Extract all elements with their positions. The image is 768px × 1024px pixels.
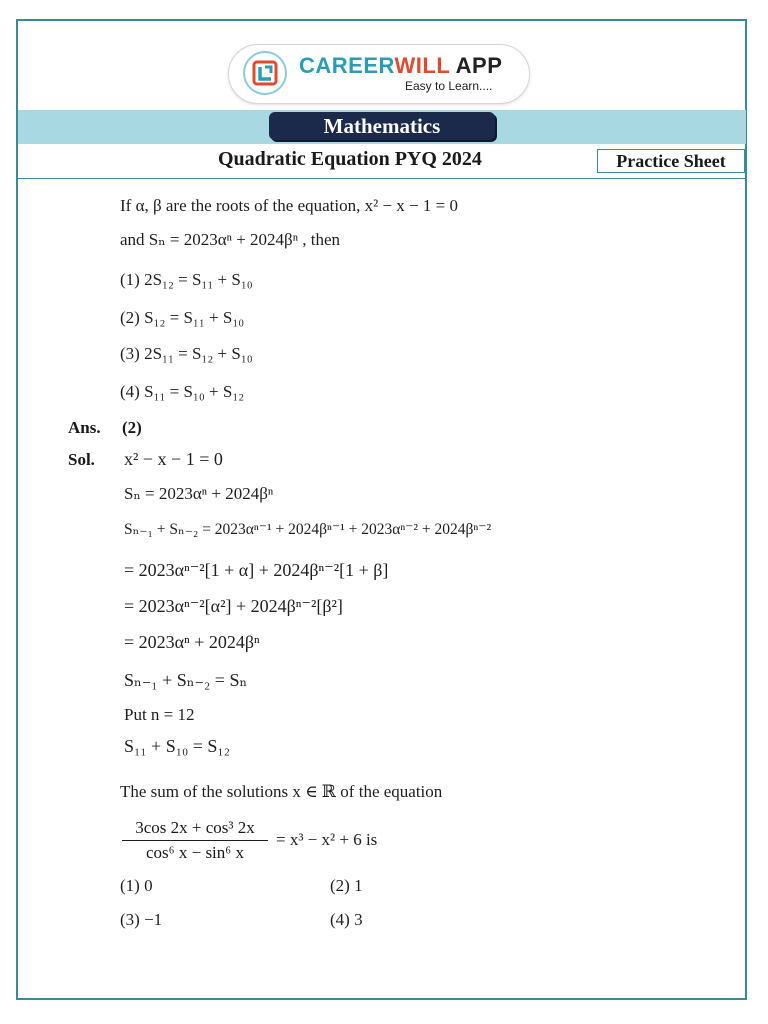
solution-line-9: S₁₁ + S₁₀ = S₁₂ (124, 736, 230, 756)
solution-line-2: Sₙ = 2023αⁿ + 2024βⁿ (124, 484, 274, 503)
brand-name-part2: WILL (394, 53, 450, 78)
careerwill-logo-icon (243, 51, 287, 95)
q2-option-3: (3) −1 (120, 910, 163, 929)
header-divider (18, 178, 746, 179)
q1-option-3: (3) 2S₁₁ = S₁₂ + S₁₀ (120, 344, 253, 363)
brand-name (299, 53, 502, 79)
solution-line-5: = 2023αⁿ⁻²[α²] + 2024βⁿ⁻²[β²] (124, 596, 343, 616)
q2-stem: The sum of the solutions x ∈ ℝ of the equation (120, 782, 443, 801)
solution-line-1: x² − x − 1 = 0 (124, 449, 223, 469)
q2-fraction (122, 818, 268, 863)
brand-name-part3: APP (449, 53, 503, 78)
q2-option-1: (1) 0 (120, 876, 153, 895)
q2-option-2: (2) 1 (330, 876, 363, 895)
solution-line-7: Sₙ₋₁ + Sₙ₋₂ = Sₙ (124, 670, 248, 690)
subject-title: Mathematics (269, 112, 495, 140)
answer-value: (2) (122, 418, 142, 437)
solution-line-6: = 2023αⁿ + 2024βⁿ (124, 632, 260, 652)
sheet-type-badge: Practice Sheet (597, 149, 745, 173)
solution-label: Sol. (68, 450, 95, 469)
solution-line-4: = 2023αⁿ⁻²[1 + α] + 2024βⁿ⁻²[1 + β] (124, 560, 389, 580)
brand-name-part1: CAREER (299, 53, 395, 78)
q1-option-2: (2) S₁₂ = S₁₁ + S₁₀ (120, 308, 245, 327)
solution-line-3: Sₙ₋₁ + Sₙ₋₂ = 2023αⁿ⁻¹ + 2024βⁿ⁻¹ + 2023αⁿ⁻² + 2024βⁿ⁻² (124, 521, 492, 538)
brand-tagline: Easy to Learn.... (405, 79, 493, 93)
q1-option-4: (4) S₁₁ = S₁₀ + S₁₂ (120, 382, 245, 401)
q2-numerator: 3cos 2x + cos³ 2x (122, 818, 268, 841)
q1-option-1: (1) 2S₁₂ = S₁₁ + S₁₀ (120, 270, 253, 289)
q2-option-4: (4) 3 (330, 910, 363, 929)
brand-logo (228, 44, 530, 104)
answer-label: Ans. (68, 418, 101, 437)
solution-line-8: Put n = 12 (124, 705, 195, 724)
q2-rhs: = x³ − x² + 6 is (276, 830, 378, 849)
q1-stem-line2: and Sₙ = 2023αⁿ + 2024βⁿ , then (120, 230, 341, 249)
q1-stem-line1: If α, β are the roots of the equation, x² − x − 1 = 0 (120, 196, 458, 215)
sheet-title: Quadratic Equation PYQ 2024 (218, 148, 482, 170)
q2-denominator: cos⁶ x − sin⁶ x (146, 843, 244, 862)
